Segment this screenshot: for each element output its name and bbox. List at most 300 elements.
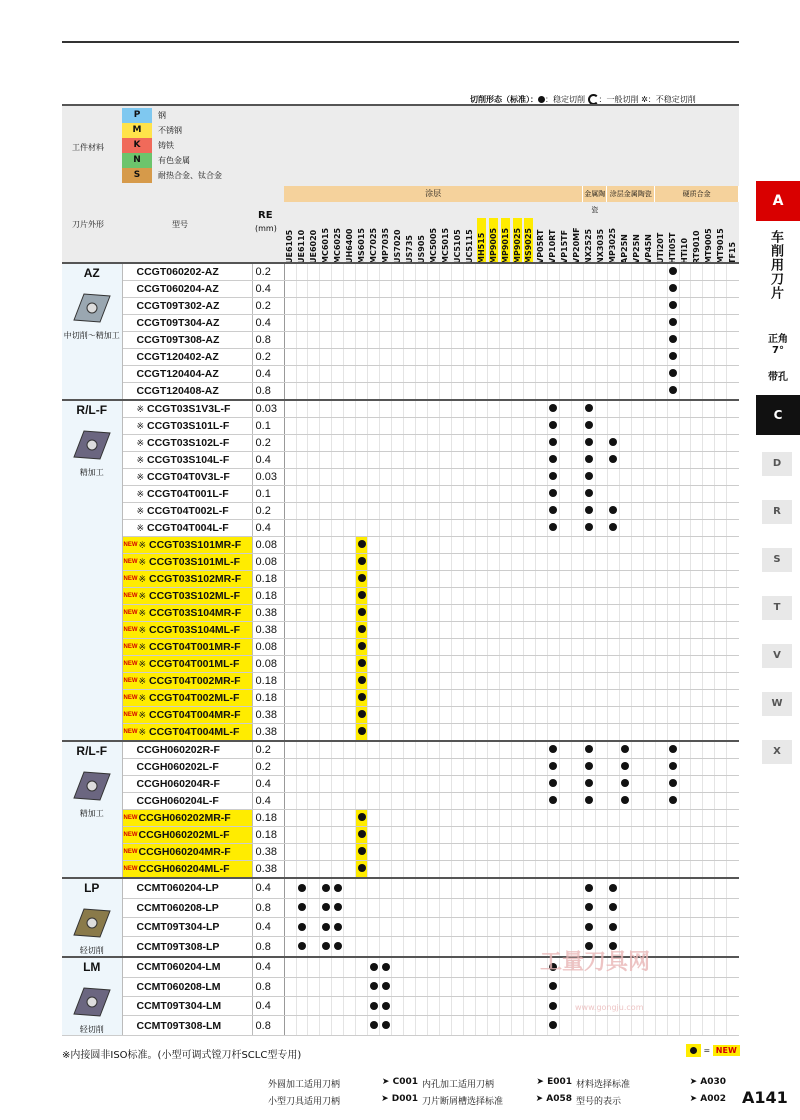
grade-cell [499,469,511,486]
grade-cell [320,418,332,435]
grade-cell [607,452,619,469]
grade-cell [499,1016,511,1036]
grade-cell [511,622,523,639]
grade-cell [344,588,356,605]
model-cell[interactable] [122,977,252,996]
shape-tab-d[interactable]: D [762,452,792,476]
grade-cell [308,452,320,469]
grade-cell [499,793,511,810]
grade-cell [404,673,416,690]
grade-cell [727,793,739,810]
grade-cell [667,537,679,554]
grade-cell [296,898,308,917]
grade-cell [404,957,416,977]
grade-cell [631,878,643,898]
grade-cell [583,571,595,588]
grade-cell [380,383,392,401]
grade-cell [416,383,428,401]
grade-cell [476,537,488,554]
grade-cell [631,571,643,588]
model-cell[interactable] [122,690,252,707]
grade-cell [428,383,440,401]
grade-cell [631,605,643,622]
grade-cell [320,263,332,281]
grade-cell [679,263,691,281]
model-cell[interactable] [122,332,252,349]
shape-tab-r[interactable]: R [762,500,792,524]
grade-cell [332,707,344,724]
grade-cell [320,690,332,707]
grade-cell [476,315,488,332]
grade-cell [607,486,619,503]
footer-link[interactable] [422,1094,572,1107]
grade-cell [655,793,667,810]
angle-tab[interactable]: 正角 7° [768,334,788,356]
model-cell[interactable] [122,997,252,1016]
grade-label: HTi05T [668,232,678,264]
footer-link[interactable] [422,1077,572,1090]
grade-cell [428,724,440,742]
grade-label: VP05RT [536,229,546,264]
table-row [62,639,739,656]
table-row [62,724,739,742]
grade-cell [727,878,739,898]
grade-cell [499,707,511,724]
grade-cell [356,639,368,656]
grade-cell [559,810,571,827]
grade-cell [452,1016,464,1036]
shape-tab-t[interactable]: T [762,596,792,620]
footer-link[interactable] [268,1077,418,1090]
grade-cell [607,793,619,810]
grade-cell [284,810,296,827]
model-cell[interactable] [122,315,252,332]
grade-cell [356,400,368,418]
model-code: CCGT03S102L-F [146,437,230,449]
grade-cell [452,759,464,776]
model-cell[interactable] [122,263,252,281]
grade-cell [308,1016,320,1036]
grade-cell [344,332,356,349]
grade-cell [404,571,416,588]
model-cell[interactable] [122,917,252,936]
model-cell[interactable] [122,435,252,452]
grade-cell [547,332,559,349]
grade-cell [488,639,500,656]
grade-cell [499,418,511,435]
model-cell[interactable] [122,588,252,605]
grade-cell [523,281,535,298]
grade-cell [715,741,727,759]
material-name: 耐热合金、钛合金 [158,171,222,180]
grade-cell [559,741,571,759]
grade-cell [296,263,308,281]
grade-cell [416,793,428,810]
grade-cell [320,588,332,605]
grade-cell [464,917,476,936]
grade-cell [643,554,655,571]
stable-cutting-dot [549,745,557,753]
model-cell[interactable] [122,383,252,401]
model-code: CCMT060208-LP [136,901,219,914]
grade-cell [380,810,392,827]
model-cell[interactable] [122,724,252,742]
grade-cell [356,724,368,742]
grade-cell [619,977,631,996]
grade-cell [667,690,679,707]
hole-tab[interactable]: 带孔 [768,372,788,383]
model-cell[interactable] [122,469,252,486]
grade-cell [320,741,332,759]
grade-cell [440,639,452,656]
stable-cutting-dot [549,438,557,446]
grade-cell [464,486,476,503]
grade-cell [559,656,571,673]
grade-cell [679,469,691,486]
grade-cell [380,673,392,690]
grade-cell [308,520,320,537]
grade-cell [488,861,500,879]
grade-cell [655,452,667,469]
grade-label: VP10RT [548,229,558,264]
grade-cell [368,503,380,520]
model-cell[interactable] [122,503,252,520]
grade-cell [523,690,535,707]
grade-cell [667,298,679,315]
section-tab-a[interactable]: A [756,181,800,221]
grade-cell [691,898,703,917]
grade-cell [631,554,643,571]
grade-cell [284,917,296,936]
grade-cell [476,724,488,742]
grade-cell [392,332,404,349]
grade-cell [583,827,595,844]
grade-cell [583,759,595,776]
grade-cell [380,1016,392,1036]
stable-cutting-dot [549,523,557,531]
shape-tab-v[interactable]: V [762,644,792,668]
grade-cell [320,605,332,622]
grade-cell [392,349,404,366]
model-cell[interactable] [122,898,252,917]
grade-cell [595,588,607,605]
grade-cell [607,878,619,898]
grade-cell [727,571,739,588]
grade-cell [511,366,523,383]
grade-cell [368,827,380,844]
grade-cell [727,724,739,742]
grade-cell [296,656,308,673]
grade-cell [416,997,428,1016]
grade-cell [679,690,691,707]
grade-cell [404,878,416,898]
model-cell[interactable] [122,707,252,724]
grade-cell [440,997,452,1016]
grade-cell [344,690,356,707]
grade-cell [523,588,535,605]
grade-cell [583,554,595,571]
grade-cell [452,827,464,844]
grade-cell [715,810,727,827]
model-cell[interactable] [122,349,252,366]
grade-cell [404,917,416,936]
re-cell: 0.2 [252,435,284,452]
grade-cell [344,622,356,639]
grade-cell [559,878,571,898]
grade-cell [547,656,559,673]
model-cell[interactable] [122,1016,252,1036]
grade-cell [476,673,488,690]
shape-tab-c[interactable]: C [756,395,800,435]
grade-cell [368,861,380,879]
grade-cell [631,724,643,742]
model-cell[interactable] [122,281,252,298]
model-cell[interactable] [122,452,252,469]
grade-cell [679,878,691,898]
grade-cell [296,383,308,401]
grade-cell [452,861,464,879]
grade-cell [547,793,559,810]
footer-link-label: 型号的表示 [576,1097,622,1107]
model-cell[interactable] [122,537,252,554]
model-cell[interactable] [122,520,252,537]
grade-cell [691,724,703,742]
grade-cell [619,435,631,452]
grade-cell [523,776,535,793]
grade-cell [523,503,535,520]
grade-cell [452,741,464,759]
model-cell[interactable] [122,810,252,827]
grade-cell [619,486,631,503]
grade-cell [416,469,428,486]
re-cell: 0.4 [252,281,284,298]
grade-cell [368,690,380,707]
grade-cell [332,503,344,520]
grade-cell [499,315,511,332]
grade-cell [715,263,727,281]
re-cell: 0.4 [252,520,284,537]
model-cell[interactable] [122,656,252,673]
grade-cell [344,486,356,503]
grade-cell [499,844,511,861]
footer-link[interactable] [576,1077,726,1090]
grade-cell [428,332,440,349]
grade-cell [631,520,643,537]
shape-tab-x[interactable]: X [762,740,792,764]
grade-label: VP25N [632,234,642,264]
model-cell[interactable] [122,622,252,639]
stable-cutting-dot [669,318,677,326]
grade-cell [607,588,619,605]
shape-tab-w[interactable]: W [762,692,792,716]
grade-cell [727,690,739,707]
model-cell[interactable] [122,673,252,690]
grade-cell [547,741,559,759]
grade-cell [452,793,464,810]
grade-cell [619,878,631,898]
new-badge: NEW [123,644,138,651]
grade-cell [679,997,691,1016]
grade-cell [631,656,643,673]
footer-link[interactable] [576,1094,726,1107]
new-badge: NEW [123,627,138,634]
model-cell[interactable] [122,793,252,810]
grade-cell [464,332,476,349]
grade-cell [559,537,571,554]
model-cell[interactable] [122,366,252,383]
table-row [62,827,739,844]
grade-cell [715,435,727,452]
grade-cell [727,281,739,298]
grade-cell [655,281,667,298]
model-code: CCGT03S101MR-F [148,539,242,551]
grade-cell [464,520,476,537]
grade-cell [428,844,440,861]
grade-cell [643,776,655,793]
model-cell[interactable] [122,639,252,656]
model-cell[interactable] [122,827,252,844]
stable-cutting-dot [358,625,366,633]
grade-cell [691,977,703,996]
model-cell[interactable] [122,861,252,879]
stable-cutting-dot [585,779,593,787]
grade-cell [416,741,428,759]
grade-cell [428,977,440,996]
grade-cell [715,639,727,656]
grade-cell [320,571,332,588]
grade-cell [320,298,332,315]
re-cell: 0.2 [252,298,284,315]
model-cell[interactable] [122,937,252,957]
grade-cell [667,827,679,844]
grade-cell [619,673,631,690]
model-cell[interactable] [122,741,252,759]
grade-cell [499,639,511,656]
stable-cutting-dot [322,884,330,892]
table-row [62,435,739,452]
grade-cell [332,957,344,977]
grade-cell [428,759,440,776]
grade-cell [404,997,416,1016]
grade-cell [679,937,691,957]
grade-cell [452,898,464,917]
model-cell[interactable] [122,957,252,977]
grade-cell [284,844,296,861]
grade-cell [296,349,308,366]
grade-cell [583,469,595,486]
grade-cell [284,707,296,724]
application-note: 精加工 [79,809,104,818]
grade-cell [320,1016,332,1036]
grade-cell [476,793,488,810]
grade-cell [356,315,368,332]
grade-label: RT9010 [692,230,702,264]
stable-cutting-dot [358,642,366,650]
stable-cutting-dot [549,779,557,787]
grade-cell [655,469,667,486]
application-note: 轻切削 [79,946,104,955]
grade-cell [332,332,344,349]
grade-cell [559,571,571,588]
model-cell[interactable] [122,844,252,861]
grade-cell [488,844,500,861]
grade-cell [511,400,523,418]
model-cell[interactable] [122,298,252,315]
grade-cell [356,878,368,898]
grade-cell [404,486,416,503]
grade-cell [703,878,715,898]
grade-cell [679,827,691,844]
material-key: N [122,153,152,168]
grade-cell [428,418,440,435]
model-cell[interactable] [122,554,252,571]
model-cell[interactable] [122,776,252,793]
grade-cell [703,957,715,977]
model-cell[interactable] [122,400,252,418]
grade-cell [308,400,320,418]
grade-cell [667,957,679,977]
grade-cell [464,469,476,486]
grade-cell [464,503,476,520]
grade-cell [440,622,452,639]
grade-cell [416,827,428,844]
shape-tab-s[interactable]: S [762,548,792,572]
grade-cell [368,997,380,1016]
table-row [62,588,739,605]
model-cell[interactable] [122,759,252,776]
grade-cell [631,741,643,759]
model-cell[interactable] [122,605,252,622]
grade-cell [488,520,500,537]
model-cell[interactable] [122,571,252,588]
grade-cell [392,656,404,673]
grade-cell [523,898,535,917]
grade-cell [380,937,392,957]
model-cell[interactable] [122,878,252,898]
grade-cell [595,469,607,486]
grade-cell [583,741,595,759]
non-iso-mark: ※ [138,693,147,703]
grade-cell [523,741,535,759]
grade-cell [679,898,691,917]
model-cell[interactable] [122,486,252,503]
grade-cell [655,571,667,588]
grade-cell [583,690,595,707]
stable-cutting-dot [609,923,617,931]
grade-cell [655,435,667,452]
grade-cell [559,861,571,879]
model-code: CCGT060202-AZ [136,266,219,278]
grade-cell [356,435,368,452]
footer-link[interactable] [268,1094,418,1107]
grade-cell [320,793,332,810]
grade-cell [416,263,428,281]
table-row [62,298,739,315]
grade-cell [452,724,464,742]
table-row [62,452,739,469]
grade-cell [727,452,739,469]
grade-cell [404,707,416,724]
grade-cell [452,977,464,996]
stable-cutting-dot [585,903,593,911]
grade-cell [452,656,464,673]
grade-cell [452,486,464,503]
model-cell[interactable] [122,418,252,435]
grade-cell [679,741,691,759]
grade-cell [655,263,667,281]
re-cell: 0.2 [252,759,284,776]
grade-cell [703,707,715,724]
